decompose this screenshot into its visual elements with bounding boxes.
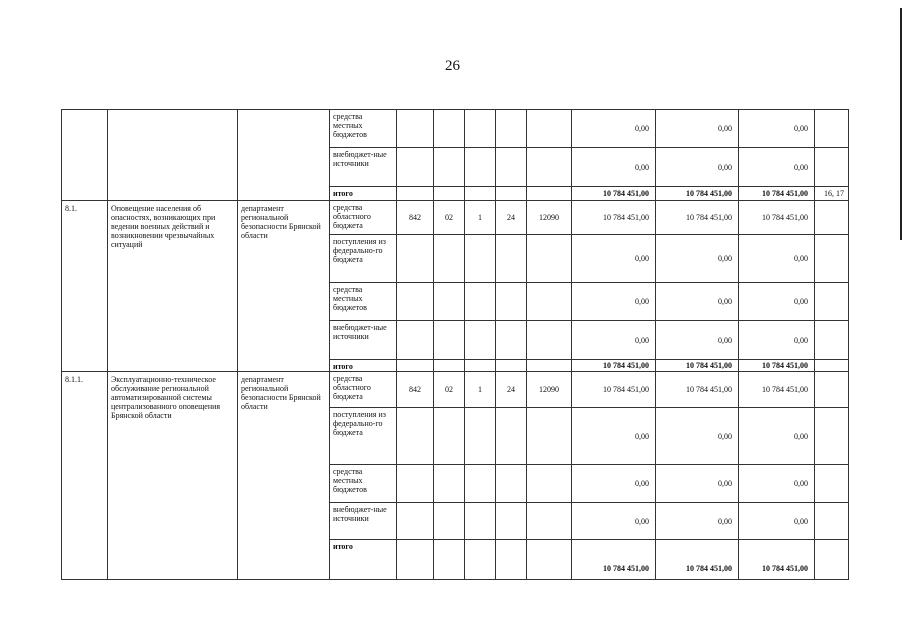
- amount-cell: 0,00: [739, 110, 815, 148]
- budget-code: [397, 360, 434, 372]
- budget-code: [397, 408, 434, 465]
- amount-cell: 10 784 451,00: [656, 540, 739, 580]
- budget-code: [465, 283, 496, 321]
- funding-source: поступления из федерально-го бюджета: [330, 408, 397, 465]
- amount-cell: 0,00: [739, 465, 815, 503]
- amount-cell: 0,00: [656, 283, 739, 321]
- budget-code: 1: [465, 201, 496, 235]
- budget-code: [434, 408, 465, 465]
- funding-source: итого: [330, 360, 397, 372]
- amount-cell: 0,00: [572, 408, 656, 465]
- funding-source: средства областного бюджета: [330, 372, 397, 408]
- amount-cell: 0,00: [739, 321, 815, 360]
- budget-code: [434, 148, 465, 187]
- table-row: [62, 201, 849, 235]
- note-cell: [815, 465, 849, 503]
- item-number: [62, 110, 108, 201]
- budget-code: 02: [434, 201, 465, 235]
- budget-code: [527, 110, 572, 148]
- note-cell: [815, 148, 849, 187]
- table-row: [62, 372, 849, 408]
- budget-code: [465, 235, 496, 283]
- budget-code: [465, 148, 496, 187]
- budget-code: [496, 187, 527, 201]
- note-cell: [815, 235, 849, 283]
- budget-code: [527, 321, 572, 360]
- budget-code: [434, 235, 465, 283]
- budget-code: [465, 540, 496, 580]
- budget-code: [465, 360, 496, 372]
- funding-source: внебюджет-ные источники: [330, 321, 397, 360]
- budget-code: [496, 503, 527, 540]
- budget-code: 02: [434, 372, 465, 408]
- note-cell: [815, 408, 849, 465]
- item-number: 8.1.1.: [62, 372, 108, 580]
- amount-cell: 10 784 451,00: [572, 201, 656, 235]
- budget-code: [397, 465, 434, 503]
- amount-cell: 0,00: [656, 465, 739, 503]
- amount-cell: 10 784 451,00: [739, 187, 815, 201]
- note-cell: [815, 540, 849, 580]
- amount-cell: 0,00: [656, 235, 739, 283]
- budget-code: [434, 321, 465, 360]
- amount-cell: 10 784 451,00: [739, 540, 815, 580]
- budget-code: [465, 503, 496, 540]
- item-name: [108, 110, 238, 201]
- budget-code: [527, 465, 572, 503]
- budget-code: [496, 408, 527, 465]
- amount-cell: 10 784 451,00: [572, 360, 656, 372]
- budget-code: [496, 110, 527, 148]
- budget-code: [527, 148, 572, 187]
- amount-cell: 0,00: [739, 148, 815, 187]
- budget-code: [465, 187, 496, 201]
- amount-cell: 10 784 451,00: [656, 360, 739, 372]
- budget-code: [397, 110, 434, 148]
- budget-code: 1: [465, 372, 496, 408]
- amount-cell: 0,00: [739, 503, 815, 540]
- budget-code: [434, 110, 465, 148]
- item-executor: [238, 110, 330, 201]
- budget-code: 24: [496, 372, 527, 408]
- budget-code: [397, 540, 434, 580]
- budget-code: [397, 187, 434, 201]
- budget-code: [397, 235, 434, 283]
- budget-code: [434, 360, 465, 372]
- budget-table: [61, 109, 849, 580]
- note-cell: [815, 372, 849, 408]
- note-cell: [815, 283, 849, 321]
- budget-code: [496, 235, 527, 283]
- budget-code: 12090: [527, 201, 572, 235]
- item-name: Оповещение населения об опасностях, возникающих при ведении военных действий и возникновении чрезвычайных ситуаций: [108, 201, 238, 372]
- amount-cell: 0,00: [656, 148, 739, 187]
- note-cell: [815, 360, 849, 372]
- amount-cell: 10 784 451,00: [739, 201, 815, 235]
- budget-code: [527, 408, 572, 465]
- budget-code: [527, 187, 572, 201]
- budget-code: [527, 283, 572, 321]
- budget-code: [465, 408, 496, 465]
- funding-source: итого: [330, 187, 397, 201]
- amount-cell: 10 784 451,00: [572, 372, 656, 408]
- budget-code: [434, 503, 465, 540]
- amount-cell: 0,00: [572, 283, 656, 321]
- item-name: Эксплуатационно-техническое обслуживание региональной автоматизированной системы централизованного оповещения Брянской области: [108, 372, 238, 580]
- budget-code: [465, 110, 496, 148]
- budget-code: [397, 148, 434, 187]
- amount-cell: 10 784 451,00: [656, 372, 739, 408]
- funding-source: средства местных бюджетов: [330, 110, 397, 148]
- budget-code: [527, 235, 572, 283]
- funding-source: внебюджет-ные источники: [330, 503, 397, 540]
- budget-code: [397, 321, 434, 360]
- table-body: [62, 110, 849, 580]
- budget-code: [527, 540, 572, 580]
- note-cell: 16, 17: [815, 187, 849, 201]
- budget-code: [496, 360, 527, 372]
- amount-cell: 10 784 451,00: [572, 540, 656, 580]
- note-cell: [815, 321, 849, 360]
- amount-cell: 0,00: [739, 235, 815, 283]
- budget-code: 842: [397, 201, 434, 235]
- item-executor: департамент региональной безопасности Брянской области: [238, 201, 330, 372]
- budget-code: [496, 321, 527, 360]
- funding-source: поступления из федерально-го бюджета: [330, 235, 397, 283]
- table-row: [62, 110, 849, 148]
- amount-cell: 0,00: [739, 408, 815, 465]
- budget-code: [496, 148, 527, 187]
- funding-source: средства областного бюджета: [330, 201, 397, 235]
- amount-cell: 0,00: [572, 148, 656, 187]
- budget-code: [527, 360, 572, 372]
- amount-cell: 0,00: [572, 235, 656, 283]
- note-cell: [815, 503, 849, 540]
- amount-cell: 0,00: [656, 503, 739, 540]
- amount-cell: 0,00: [572, 503, 656, 540]
- funding-source: средства местных бюджетов: [330, 283, 397, 321]
- budget-code: [434, 540, 465, 580]
- amount-cell: 10 784 451,00: [572, 187, 656, 201]
- budget-code: [434, 283, 465, 321]
- amount-cell: 10 784 451,00: [739, 372, 815, 408]
- budget-code: [397, 503, 434, 540]
- page-number: 26: [445, 58, 460, 74]
- budget-code: [434, 187, 465, 201]
- budget-code: [397, 283, 434, 321]
- amount-cell: 10 784 451,00: [739, 360, 815, 372]
- budget-code: [465, 465, 496, 503]
- amount-cell: 0,00: [656, 110, 739, 148]
- amount-cell: 10 784 451,00: [656, 201, 739, 235]
- funding-source: внебюджет-ные источники: [330, 148, 397, 187]
- budget-code: [496, 540, 527, 580]
- budget-code: 12090: [527, 372, 572, 408]
- budget-code: [496, 465, 527, 503]
- amount-cell: 10 784 451,00: [656, 187, 739, 201]
- budget-code: 842: [397, 372, 434, 408]
- margin-bar: [900, 8, 902, 240]
- item-number: 8.1.: [62, 201, 108, 372]
- amount-cell: 0,00: [656, 408, 739, 465]
- budget-code: [496, 283, 527, 321]
- budget-code: [527, 503, 572, 540]
- amount-cell: 0,00: [739, 283, 815, 321]
- amount-cell: 0,00: [572, 321, 656, 360]
- note-cell: [815, 110, 849, 148]
- note-cell: [815, 201, 849, 235]
- budget-code: [434, 465, 465, 503]
- funding-source: средства местных бюджетов: [330, 465, 397, 503]
- item-executor: департамент региональной безопасности Брянской области: [238, 372, 330, 580]
- amount-cell: 0,00: [656, 321, 739, 360]
- budget-code: 24: [496, 201, 527, 235]
- budget-code: [465, 321, 496, 360]
- amount-cell: 0,00: [572, 465, 656, 503]
- funding-source: итого: [330, 540, 397, 580]
- amount-cell: 0,00: [572, 110, 656, 148]
